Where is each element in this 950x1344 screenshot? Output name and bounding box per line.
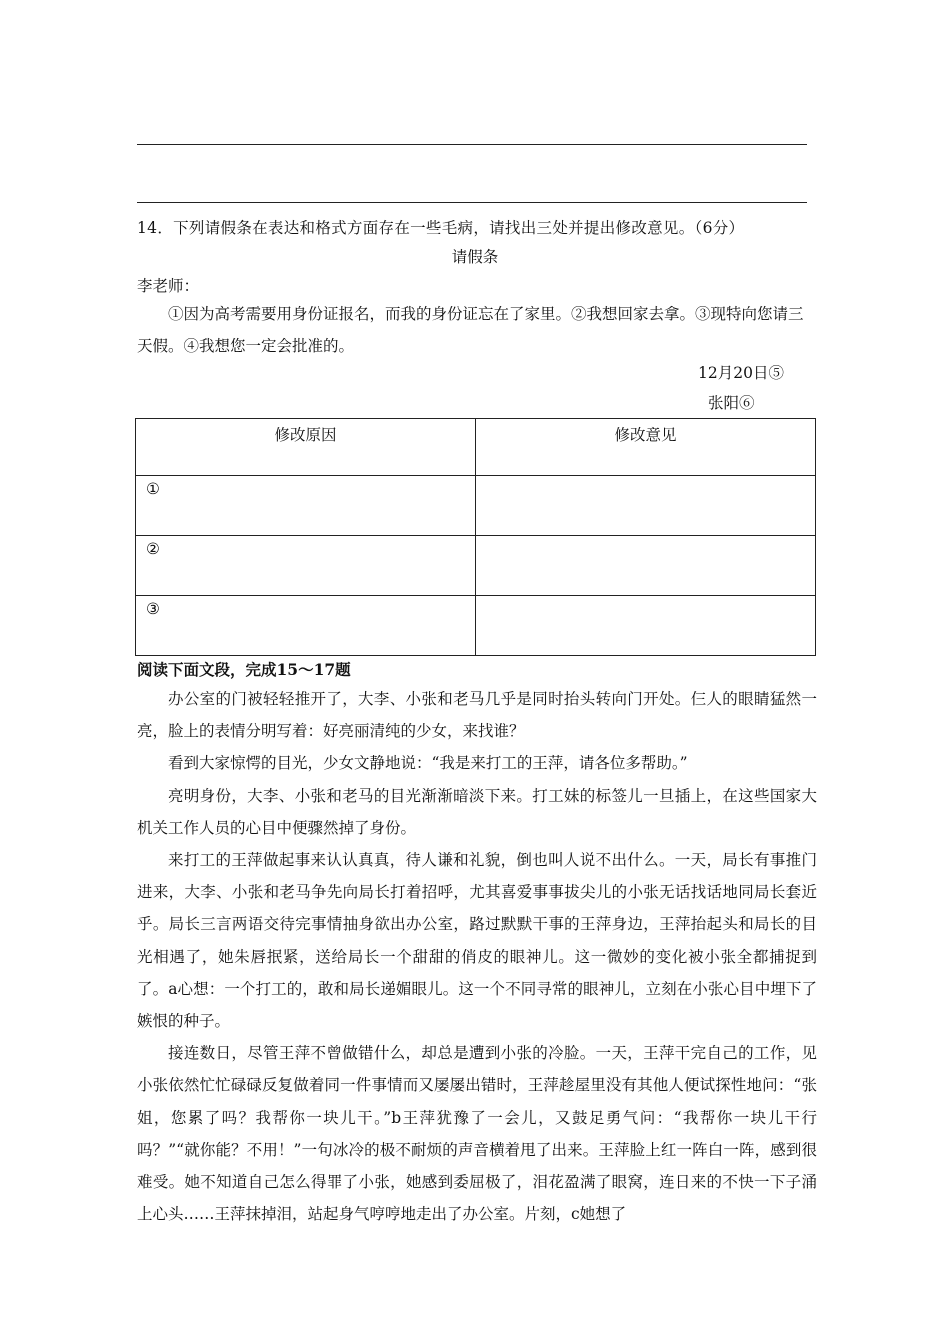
leave-note-body: ①因为高考需要用身份证报名，而我的身份证忘在了家里。②我想回家去拿。③现特向您请三天假。④我想您一定会批准的。: [137, 305, 804, 355]
table-cell-reason[interactable]: ②: [136, 536, 476, 596]
revision-table: [135, 418, 816, 656]
table-row: [136, 536, 816, 596]
table-cell-opinion[interactable]: [476, 596, 816, 656]
question-14-title: 14．下列请假条在表达和格式方面存在一些毛病，请找出三处并提出修改意见。（6分）: [137, 219, 745, 237]
table-cell-reason[interactable]: ①: [136, 476, 476, 536]
passage-paragraph: 接连数日，尽管王萍不曾做错什么，却总是遭到小张的冷脸。一天，王萍干完自己的工作，见小张依然忙忙碌碌反复做着同一件事情而又屡屡出错时，王萍趁屋里没有其他人便试探性地问：“张姐，您累了吗？我帮你一块儿干。”b王萍犹豫了一会儿，又鼓足勇气问：“我帮你一块儿干行吗？”“就你能？不用！”一句冰冷的极不耐烦的声音横着甩了出来。王萍脸上红一阵白一阵，感到很难受。她不知道自己怎么得罪了小张，她感到委屈极了，泪花盈满了眼窝，连日来的不快一下子涌上心头……王萍抹掉泪，站起身气哼哼地走出了办公室。片刻，c她想了: [137, 1044, 817, 1224]
leave-note-salutation: 李老师：: [137, 277, 200, 295]
leave-note-title: 请假条: [451, 248, 499, 266]
passage-paragraph: 看到大家惊愕的目光，少女文静地说：“我是来打工的王萍，请各位多帮助。”: [168, 754, 688, 773]
reading-passage: [137, 683, 817, 1230]
leave-note-signature: 张阳⑥: [708, 394, 755, 412]
table-row: [136, 596, 816, 656]
table-cell-opinion[interactable]: [476, 476, 816, 536]
leave-note-date: 12月20日⑤: [698, 364, 784, 382]
table-header-opinion: 修改意见: [476, 419, 816, 476]
table-cell-reason[interactable]: ③: [136, 596, 476, 656]
passage-paragraph: 来打工的王萍做起事来认认真真，待人谦和礼貌，倒也叫人说不出什么。一天，局长有事推门进来，大李、小张和老马争先向局长打着招呼，尤其喜爱事事拔尖儿的小张无话找话地同局长套近乎。局长三言两语交待完事情抽身欲出办公室，路过默默干事的王萍身边，王萍抬起头和局长的目光相遇了，她朱唇抿紧，送给局长一个甜甜的俏皮的眼神儿。这一微妙的变化被小张全都捕捉到了。a心想：一个打工的，敢和局长递媚眼儿。这一个不同寻常的眼神儿，立刻在小张心目中埋下了嫉恨的种子。: [137, 851, 817, 1031]
passage-paragraph: 亮明身份，大李、小张和老马的目光渐渐暗淡下来。打工妹的标签儿一旦插上，在这些国家大机关工作人员的心目中便骤然掉了身份。: [137, 786, 817, 837]
table-cell-opinion[interactable]: [476, 536, 816, 596]
table-header-reason: 修改原因: [136, 419, 476, 476]
passage-paragraph: 办公室的门被轻轻推开了，大李、小张和老马几乎是同时抬头转向门开处。仨人的眼睛猛然一亮，脸上的表情分明写着：好亮丽清纯的少女，来找谁？: [137, 690, 817, 741]
table-header-row: [136, 419, 816, 476]
table-row: [136, 476, 816, 536]
answer-line: [137, 202, 807, 203]
passage-heading: 阅读下面文段，完成15～17题: [137, 660, 351, 679]
answer-line: [137, 144, 807, 145]
